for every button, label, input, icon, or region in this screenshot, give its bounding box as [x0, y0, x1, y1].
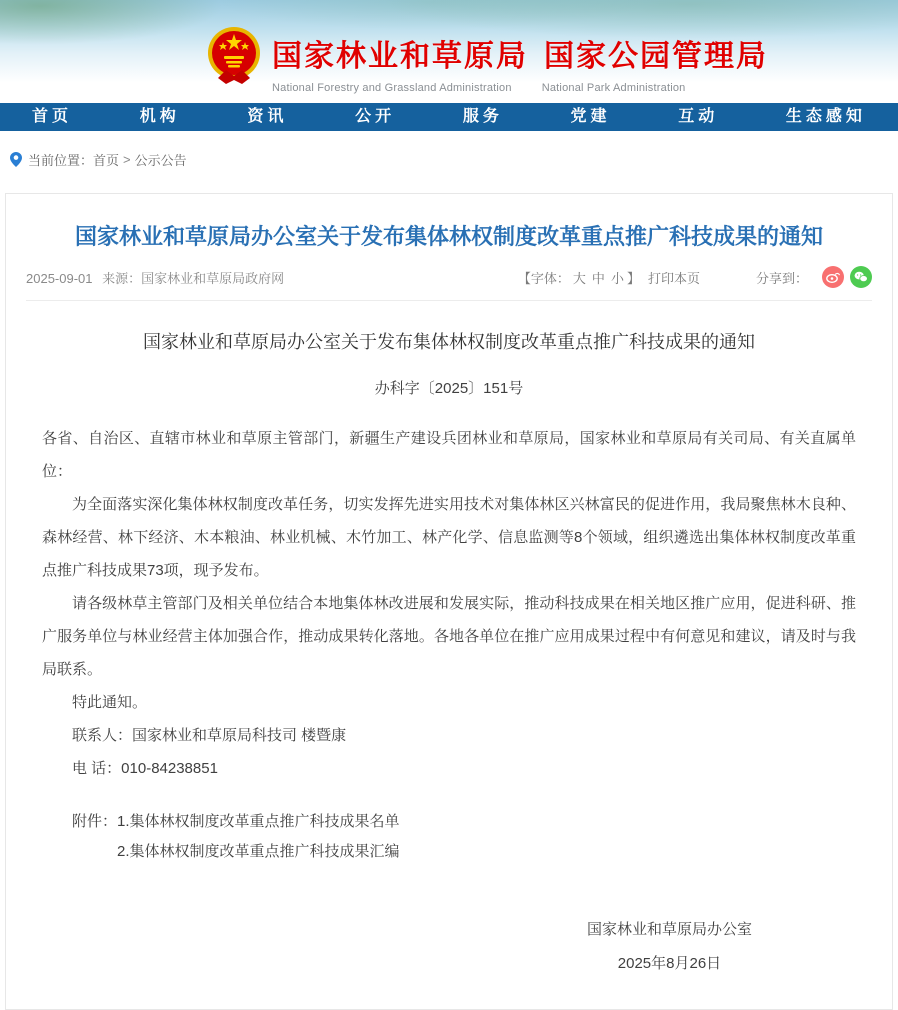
org1-name-en: National Forestry and Grassland Administration: [272, 82, 512, 94]
breadcrumb-prefix: 当前位置：: [28, 152, 94, 168]
breadcrumb: [10, 148, 898, 170]
document-paragraphs: [42, 422, 856, 785]
nav-item-party[interactable]: 党建: [570, 108, 611, 125]
nav-item-organization[interactable]: 机构: [139, 108, 180, 125]
wechat-icon[interactable]: [850, 266, 872, 288]
share-to-label: 分享到：: [755, 270, 808, 286]
paragraph-phone: 电 话：010-84238851: [72, 760, 218, 777]
paragraph-body-1: 为全面落实深化集体林权制度改革任务，切实发挥先进实用技术对集体林区兴林富民的促进作用，我局聚焦林木良种、森林经营、林下经济、木本粮油、林业机械、木竹加工、林产化学、信息监测等8个领域，组织遴选出集体林权制度改革重点推广科技成果73项，现予发布。: [42, 496, 856, 579]
nav-item-services[interactable]: 服务: [462, 108, 503, 125]
nav-item-home[interactable]: 首页: [32, 108, 73, 125]
attachment-item-2[interactable]: [42, 837, 856, 867]
org1-name-cn: 国家林业和草原局: [272, 40, 528, 73]
font-size-medium-button[interactable]: 中: [591, 270, 605, 286]
site-brand: [272, 31, 768, 94]
site-title-cn: [272, 31, 768, 75]
article-source: 来源：国家林业和草原局政府网: [102, 270, 285, 286]
page-title: 国家林业和草原局办公室关于发布集体林权制度改革重点推广科技成果的通知: [74, 224, 823, 249]
paragraph-notice: 特此通知。: [72, 694, 148, 711]
print-page-button[interactable]: 打印本页: [647, 270, 700, 286]
attachment-2-link[interactable]: 2.集体林权制度改革重点推广科技成果汇编: [117, 843, 400, 860]
font-size-label-end: 】: [626, 270, 640, 286]
attachments: [42, 807, 856, 867]
signature-block: [587, 915, 752, 979]
article-meta-left: [26, 268, 290, 287]
signature-date: 2025年8月26日: [617, 955, 722, 972]
nav-item-interaction[interactable]: 互动: [678, 108, 719, 125]
publish-date: 2025-09-01: [26, 270, 93, 286]
site-banner: [0, 0, 898, 103]
nav-item-news[interactable]: 资讯: [247, 108, 288, 125]
breadcrumb-separator: >: [123, 151, 131, 167]
org2-name-en: National Park Administration: [541, 82, 686, 94]
paragraph-salutation: 各省、自治区、直辖市林业和草原主管部门，新疆生产建设兵团林业和草原局，国家林业和草原局有关司局、有关直属单位：: [42, 430, 856, 480]
location-pin-icon: [10, 152, 22, 167]
breadcrumb-current[interactable]: 公示公告: [134, 152, 187, 168]
site-title-en: [272, 82, 768, 94]
main-nav: [0, 103, 898, 131]
article-container: [5, 193, 893, 1010]
breadcrumb-home-link[interactable]: 首页: [93, 152, 120, 168]
article-body: [6, 301, 892, 1009]
document-title: 国家林业和草原局办公室关于发布集体林权制度改革重点推广科技成果的通知: [143, 332, 755, 352]
font-size-large-button[interactable]: 大: [572, 270, 586, 286]
attachment-label: 附件：: [72, 813, 118, 830]
article-meta-bar: [6, 266, 892, 288]
paragraph-contact: 联系人：国家林业和草原局科技司 楼暨康: [72, 727, 347, 744]
nav-item-eco-sense[interactable]: 生态感知: [785, 108, 866, 125]
org2-name-cn: 国家公园管理局: [544, 40, 768, 73]
font-size-label: 【字体：: [517, 270, 570, 286]
paragraph-body-2: 请各级林草主管部门及相关单位结合本地集体林改进展和发展实际，推动科技成果在相关地区推广应用，促进科研、推广服务单位与林业经营主体加强合作，推动成果转化落地。各地各单位在推广应用成果过程中有何意见和建议，请及时与我局联系。: [42, 595, 856, 678]
font-size-small-button[interactable]: 小: [610, 270, 624, 286]
weibo-icon[interactable]: [822, 266, 844, 288]
attachment-item-1[interactable]: [42, 807, 856, 837]
nav-item-disclosure[interactable]: 公开: [355, 108, 396, 125]
national-emblem-icon: [206, 26, 262, 88]
attachment-1-link[interactable]: 1.集体林权制度改革重点推广科技成果名单: [117, 813, 400, 830]
document-number: 办科字〔2025〕151号: [374, 380, 524, 397]
signer-name: 国家林业和草原局办公室: [586, 921, 752, 938]
article-meta-right: [518, 266, 872, 288]
